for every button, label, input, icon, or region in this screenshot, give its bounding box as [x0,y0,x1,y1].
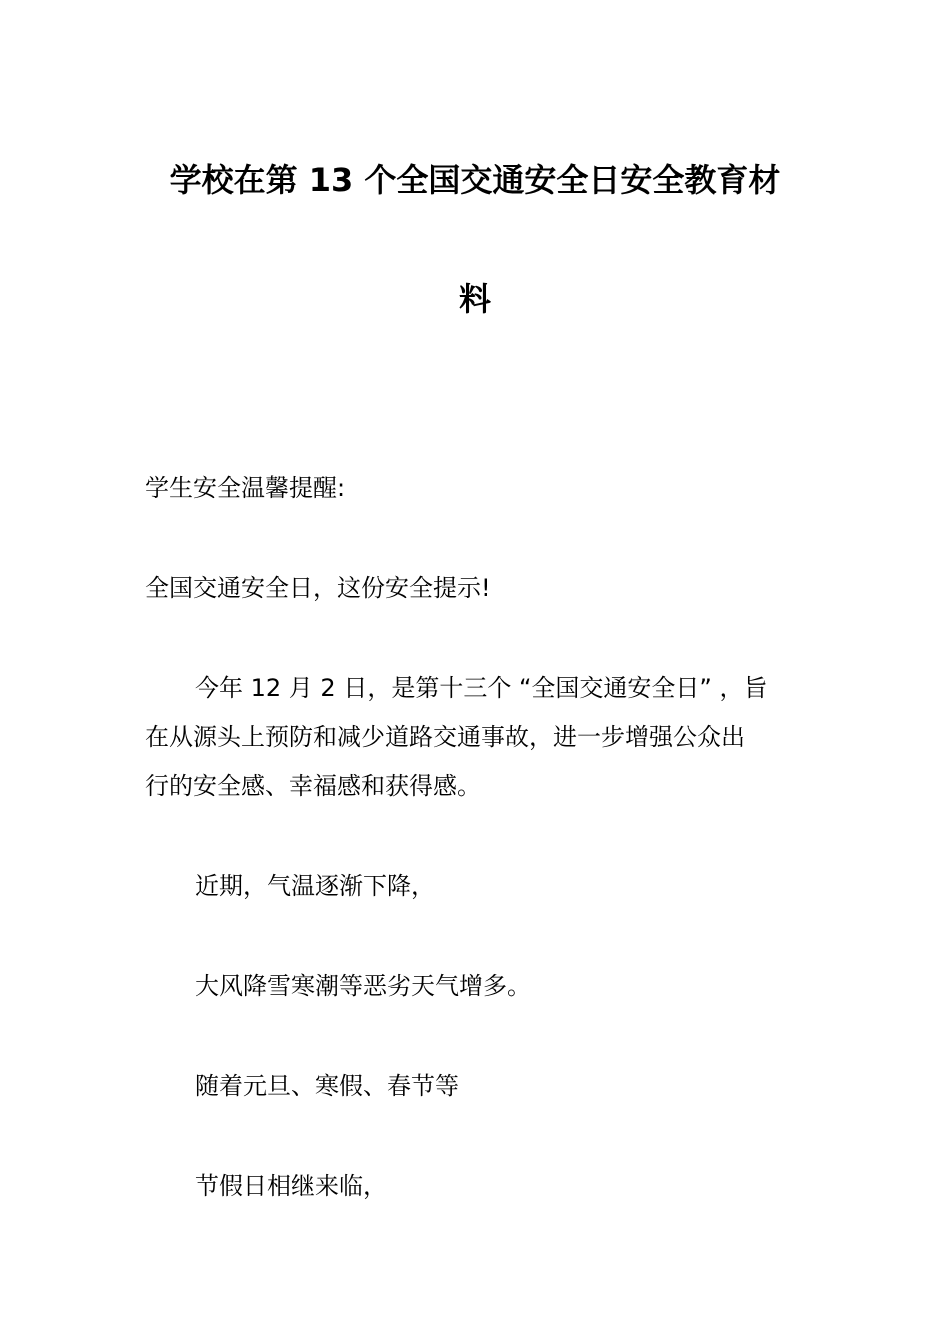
paragraph-intro-line-2: 在从源头上预防和减少道路交通事故，进一步增强公众出 [145,723,745,751]
paragraph-safety-tips: 全国交通安全日，这份安全提示! [145,574,491,602]
paragraph-weather: 大风降雪寒潮等恶劣天气增多。 [195,972,531,1000]
paragraph-holidays-coming: 节假日相继来临， [195,1172,387,1200]
paragraph-intro-line-1: 今年 12 月 2 日，是第十三个 “全国交通安全日” ，旨 [195,674,768,702]
paragraph-safety-reminder: 学生安全温馨提醒: [145,474,346,502]
paragraph-holidays: 随着元旦、寒假、春节等 [195,1072,459,1100]
document-title-line-2: 料 [458,280,491,318]
paragraph-intro-line-3: 行的安全感、幸福感和获得感。 [145,772,481,800]
paragraph-temperature: 近期，气温逐渐下降， [195,872,435,900]
document-title-line-1: 学校在第 13 个全国交通安全日安全教育材 [169,161,781,199]
